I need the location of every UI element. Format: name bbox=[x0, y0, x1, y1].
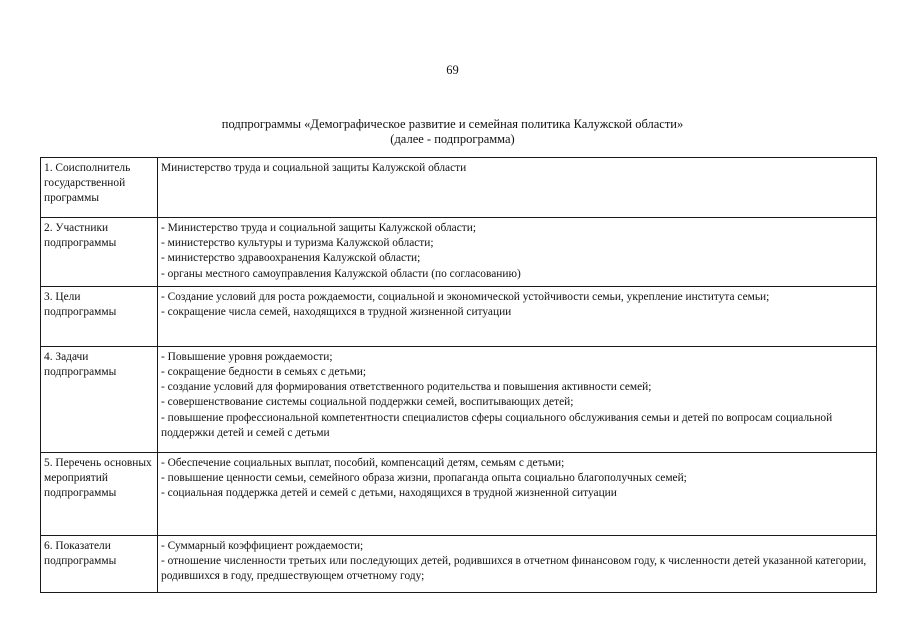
table-row bbox=[41, 286, 877, 346]
row-content-goals bbox=[158, 286, 877, 346]
heading-line-1: подпрограммы «Демографическое развитие и семейная политика Калужской области» bbox=[221, 117, 684, 131]
list-item: - Министерство труда и социальной защиты Калужской области; bbox=[161, 222, 476, 234]
list-item: - создание условий для формирования ответственного родительства и повышения активности семей; bbox=[161, 381, 652, 394]
row-label-tasks: 4. Задачи подпрограммы bbox=[41, 346, 158, 452]
row-label-participants: 2. Участники подпрограммы bbox=[41, 218, 158, 287]
table-row bbox=[41, 535, 877, 592]
list-item: - министерство культуры и туризма Калужской области; bbox=[161, 237, 434, 250]
page-number: 69 bbox=[446, 63, 459, 77]
row-label-goals: 3. Цели подпрограммы bbox=[41, 286, 158, 346]
row-content-tasks bbox=[158, 346, 877, 452]
list-item: - совершенствование системы социальной поддержки семей, воспитывающих детей; bbox=[161, 396, 574, 409]
row-label-main-activities: 5. Перечень основных мероприятий подпрограммы bbox=[41, 452, 158, 535]
list-item: - социальная поддержка детей и семей с детьми, находящихся в трудной жизненной ситуации bbox=[161, 487, 617, 500]
list-item: - повышение ценности семьи, семейного образа жизни, пропаганда опыта социально благополучных семей; bbox=[161, 472, 687, 485]
table-row bbox=[41, 346, 877, 452]
table-row bbox=[41, 158, 877, 218]
table-row bbox=[41, 218, 877, 287]
document-heading bbox=[0, 117, 905, 147]
row-content-co-executor bbox=[158, 158, 877, 218]
list-item: - Обеспечение социальных выплат, пособий, компенсаций детям, семьям с детьми; bbox=[161, 456, 565, 469]
list-item: - повышение профессиональной компетентности специалистов сферы социального обслуживания семьи и детей по вопросам социальной поддержки детей и семей с детьми bbox=[161, 411, 833, 439]
row-content-indicators bbox=[158, 535, 877, 592]
list-item: - Повышение уровня рождаемости; bbox=[161, 350, 333, 363]
list-item: - отношение численности третьих или последующих детей, родившихся в отчетном финансовом году, к численности детей указанной категории, родившихся в году, предшествующем отчетному году; bbox=[161, 555, 867, 583]
row-content-participants bbox=[158, 218, 877, 287]
list-item: - министерство здравоохранения Калужской области; bbox=[161, 252, 421, 265]
row-label-co-executor: 1. Соисполнитель государственной программы bbox=[41, 158, 158, 218]
list-item: - сокращение бедности в семьях с детьми; bbox=[161, 366, 367, 379]
list-item: - органы местного самоуправления Калужской области (по согласованию) bbox=[161, 267, 521, 280]
table-row bbox=[41, 452, 877, 535]
list-item: Министерство труда и социальной защиты Калужской области bbox=[161, 162, 467, 174]
list-item: - Создание условий для роста рождаемости, социальной и экономической устойчивости семьи, укрепление института семьи; bbox=[161, 290, 770, 303]
heading-line-2: (далее - подпрограмма) bbox=[390, 132, 515, 146]
subprogram-passport-table bbox=[40, 157, 877, 593]
list-item: - Суммарный коэффициент рождаемости; bbox=[161, 539, 364, 552]
row-content-main-activities bbox=[158, 452, 877, 535]
list-item: - сокращение числа семей, находящихся в трудной жизненной ситуации bbox=[161, 306, 512, 319]
row-label-indicators: 6. Показатели подпрограммы bbox=[41, 535, 158, 592]
